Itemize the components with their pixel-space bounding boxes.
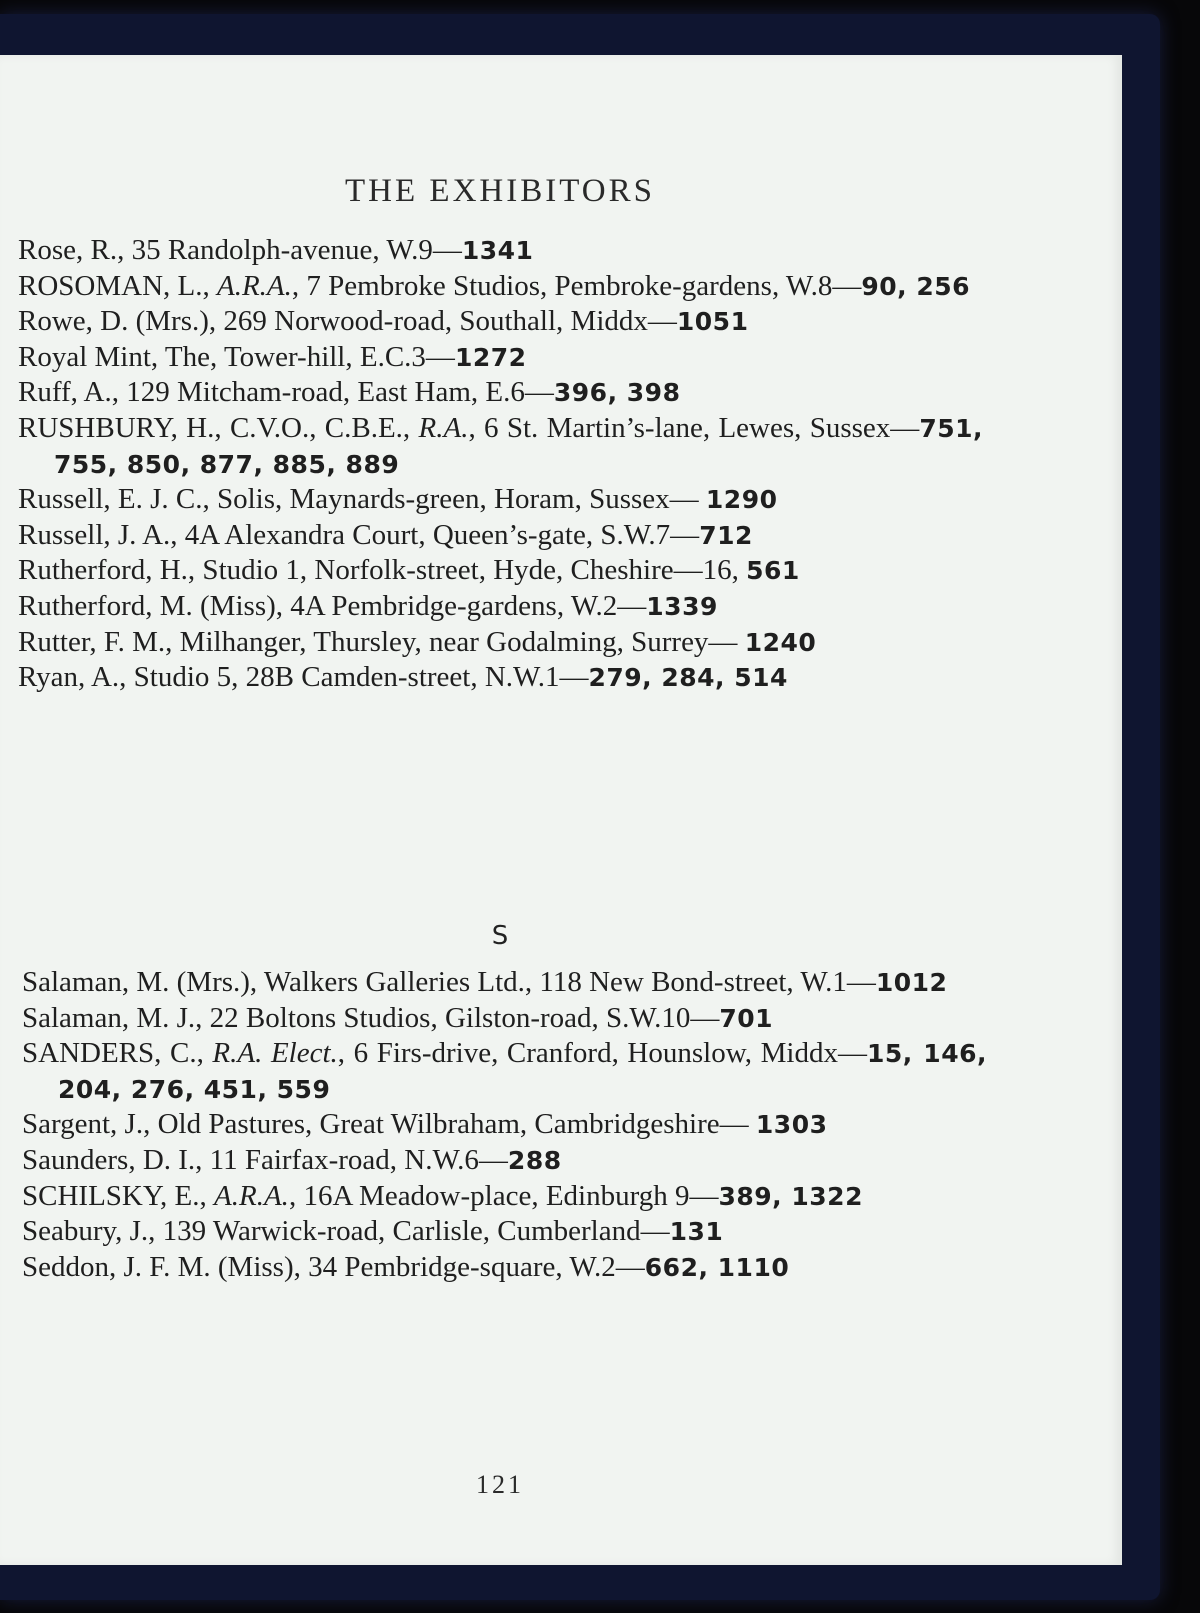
exhibitor-entry: Rutherford, M. (Miss), 4A Pembridge-gardens, W.2—1339 [18,589,718,622]
exhibitor-entry: Royal Mint, The, Tower-hill, E.C.3—1272 [18,340,527,373]
exhibitor-entry: ROSOMAN, L., A.R.A., 7 Pembroke Studios, Pembroke-gardens, W.8—90, 256 [18,269,971,302]
exhibitor-entry: Russell, J. A., 4A Alexandra Court, Queen’s-gate, S.W.7—712 [18,518,753,551]
exhibitor-entry: RUSHBURY, H., C.V.O., C.B.E., R.A., 6 St. Martin’s-lane, Lewes, Sussex—751, 755, 850, 877, 885, 889 [18,411,983,479]
page-number: 121 [476,1470,524,1499]
exhibitor-entry: Ryan, A., Studio 5, 28B Camden-street, N.W.1—279, 284, 514 [18,661,788,694]
exhibitor-list-s [22,965,987,1285]
exhibitor-entry: Rutherford, H., Studio 1, Norfolk-street, Hyde, Cheshire—16, 561 [18,554,800,587]
exhibitor-list-r [18,233,983,696]
exhibitor-entry: Salaman, M. (Mrs.), Walkers Galleries Ltd., 118 New Bond-street, W.1—1012 [22,966,948,998]
exhibitor-entry: Ruff, A., 129 Mitcham-road, East Ham, E.6—396, 398 [18,376,681,409]
exhibitor-entry: Rowe, D. (Mrs.), 269 Norwood-road, Southall, Middx—1051 [18,305,749,338]
exhibitor-entry: Seabury, J., 139 Warwick-road, Carlisle, Cumberland—131 [22,1215,724,1248]
exhibitor-entry: SANDERS, C., R.A. Elect., 6 Firs-drive, Cranford, Hounslow, Middx—15, 146, 204, 276, 451, 559 [22,1037,987,1104]
exhibitor-entry: Seddon, J. F. M. (Miss), 34 Pembridge-square, W.2—662, 1110 [22,1250,790,1283]
exhibitor-entry: Sargent, J., Old Pastures, Great Wilbraham, Cambridgeshire— 1303 [22,1108,828,1141]
exhibitor-entry: SCHILSKY, E., A.R.A., 16A Meadow-place, Edinburgh 9—389, 1322 [22,1179,863,1212]
book-page [0,55,1122,1565]
running-head: THE EXHIBITORS [345,173,655,209]
exhibitor-entry: Rutter, F. M., Milhanger, Thursley, near Godalming, Surrey— 1240 [18,625,817,658]
section-letter: S [491,921,509,951]
exhibitor-entry: Russell, E. J. C., Solis, Maynards-green, Horam, Sussex— 1290 [18,483,778,516]
exhibitor-entry: Saunders, D. I., 11 Fairfax-road, N.W.6—288 [22,1143,562,1176]
exhibitor-entry: Salaman, M. J., 22 Boltons Studios, Gilston-road, S.W.10—701 [22,1001,774,1034]
exhibitor-entry: Rose, R., 35 Randolph-avenue, W.9—1341 [18,234,534,266]
